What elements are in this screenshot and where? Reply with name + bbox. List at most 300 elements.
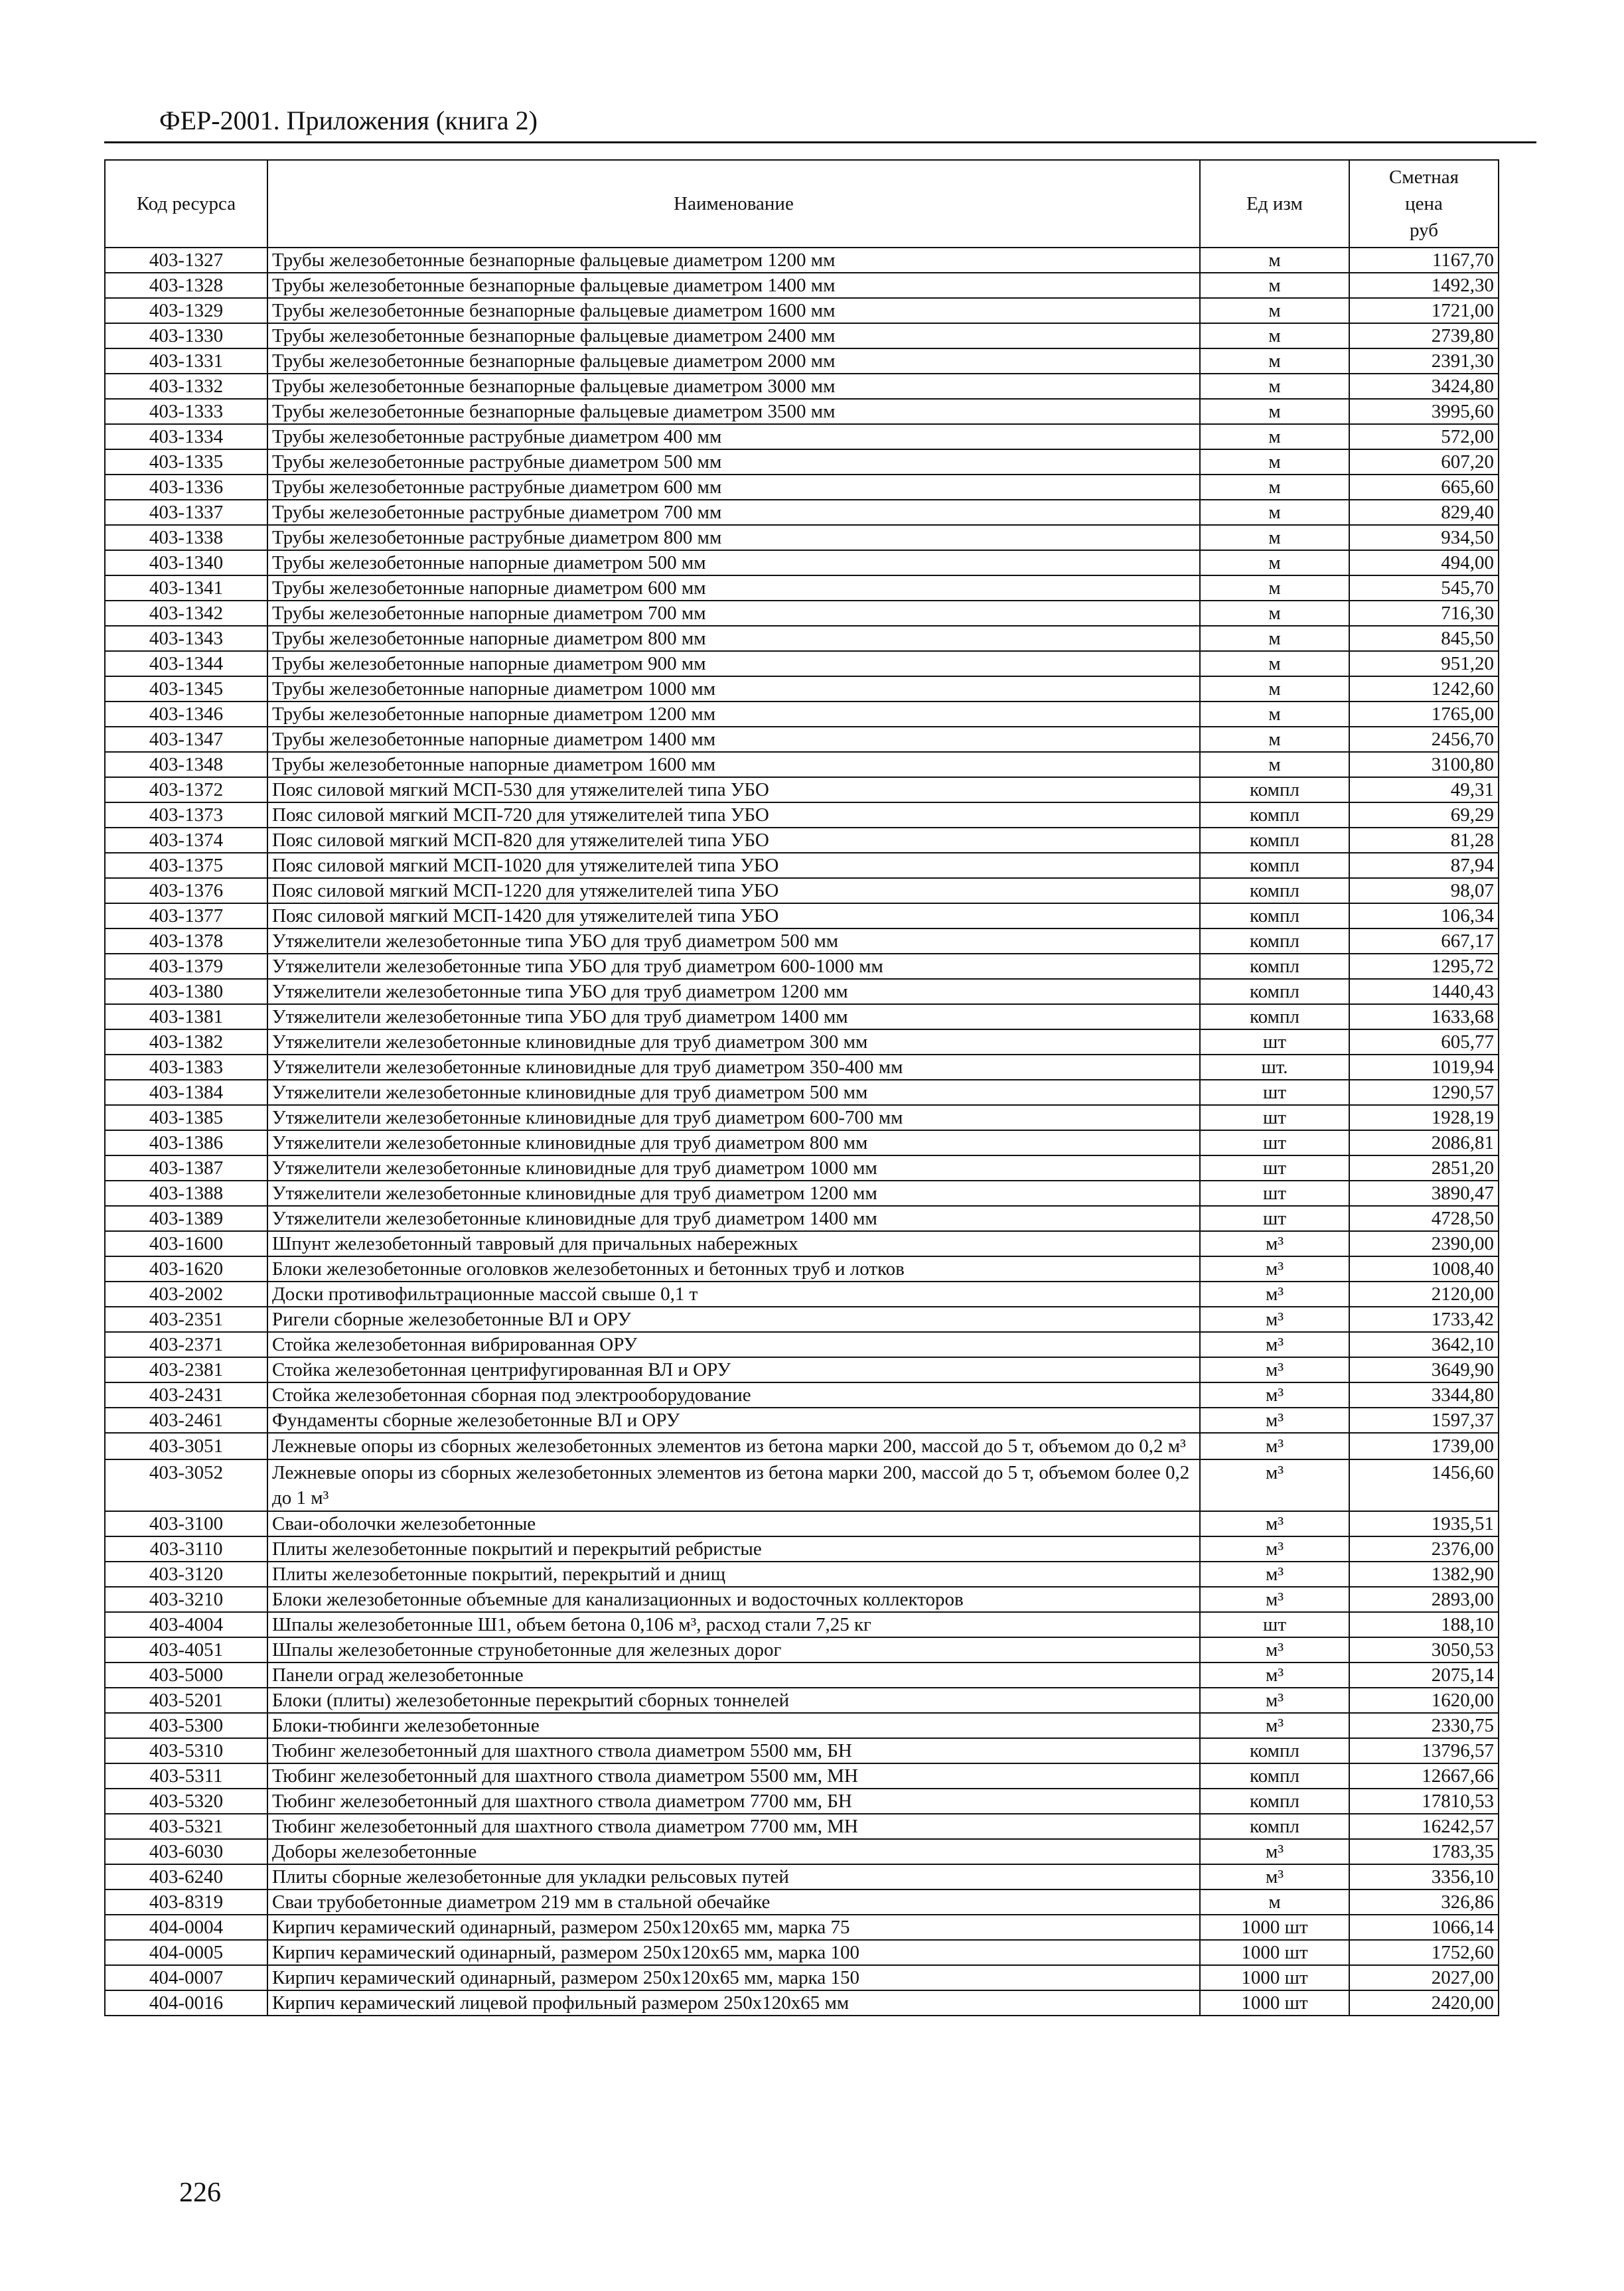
cell-name: Шпалы железобетонные струнобетонные для железных дорог xyxy=(267,1637,1200,1663)
cell-code: 403-1345 xyxy=(105,676,267,702)
cell-code: 403-1372 xyxy=(105,777,267,802)
cell-name: Трубы железобетонные напорные диаметром 1000 мм xyxy=(267,676,1200,702)
table-row xyxy=(105,1055,1499,1080)
cell-unit: компл xyxy=(1200,1814,1349,1839)
table-body xyxy=(105,248,1499,2016)
cell-price: 2420,00 xyxy=(1349,1990,1499,2016)
table-row xyxy=(105,1587,1499,1612)
cell-code: 403-1347 xyxy=(105,727,267,752)
cell-unit: м xyxy=(1200,248,1349,273)
cell-name: Доборы железобетонные xyxy=(267,1839,1200,1864)
cell-name: Трубы железобетонные безнапорные фальцевые диаметром 2400 мм xyxy=(267,323,1200,348)
cell-code: 404-0005 xyxy=(105,1940,267,1965)
cell-price: 17810,53 xyxy=(1349,1789,1499,1814)
cell-name: Утяжелители железобетонные клиновидные для труб диаметром 600-700 мм xyxy=(267,1105,1200,1130)
cell-name: Лежневые опоры из сборных железобетонных элементов из бетона марки 200, массой до 5 т, объемом более 0,2 до 1 м³ xyxy=(267,1459,1200,1511)
cell-price: 1492,30 xyxy=(1349,273,1499,298)
cell-price: 1739,00 xyxy=(1349,1433,1499,1459)
cell-unit: м³ xyxy=(1200,1637,1349,1663)
cell-name: Плиты железобетонные покрытий, перекрытий и днищ xyxy=(267,1562,1200,1587)
table-row xyxy=(105,348,1499,374)
cell-price: 2456,70 xyxy=(1349,727,1499,752)
cell-code: 403-1376 xyxy=(105,878,267,903)
cell-price: 98,07 xyxy=(1349,878,1499,903)
table-row xyxy=(105,954,1499,979)
cell-name: Кирпич керамический лицевой профильный размером 250х120х65 мм xyxy=(267,1990,1200,2016)
table-row xyxy=(105,702,1499,727)
cell-code: 403-1388 xyxy=(105,1181,267,1206)
cell-code: 403-1340 xyxy=(105,550,267,575)
table-row xyxy=(105,1408,1499,1433)
table-row xyxy=(105,525,1499,550)
cell-code: 403-1384 xyxy=(105,1080,267,1105)
table-row xyxy=(105,727,1499,752)
cell-unit: м³ xyxy=(1200,1382,1349,1408)
cell-name: Блоки железобетонные оголовков железобетонных и бетонных труб и лотков xyxy=(267,1256,1200,1282)
cell-unit: м³ xyxy=(1200,1839,1349,1864)
cell-code: 403-1386 xyxy=(105,1130,267,1155)
resource-price-table xyxy=(104,159,1499,2016)
cell-code: 403-1381 xyxy=(105,1004,267,1029)
cell-unit: компл xyxy=(1200,1738,1349,1763)
cell-name: Кирпич керамический одинарный, размером 250х120х65 мм, марка 75 xyxy=(267,1915,1200,1940)
table-row xyxy=(105,928,1499,954)
cell-name: Трубы железобетонные напорные диаметром 1400 мм xyxy=(267,727,1200,752)
cell-unit: м³ xyxy=(1200,1433,1349,1459)
cell-code: 403-1341 xyxy=(105,575,267,601)
table-row xyxy=(105,1637,1499,1663)
cell-code: 403-3120 xyxy=(105,1562,267,1587)
cell-price: 1290,57 xyxy=(1349,1080,1499,1105)
cell-name: Утяжелители железобетонные клиновидные для труб диаметром 1400 мм xyxy=(267,1206,1200,1231)
cell-price: 934,50 xyxy=(1349,525,1499,550)
page-number: 226 xyxy=(179,2178,221,2208)
cell-name: Лежневые опоры из сборных железобетонных элементов из бетона марки 200, массой до 5 т, объемом до 0,2 м³ xyxy=(267,1433,1200,1459)
cell-code: 403-1389 xyxy=(105,1206,267,1231)
cell-code: 403-5300 xyxy=(105,1713,267,1738)
cell-code: 403-8319 xyxy=(105,1889,267,1915)
cell-code: 403-1328 xyxy=(105,273,267,298)
cell-name: Трубы железобетонные безнапорные фальцевые диаметром 2000 мм xyxy=(267,348,1200,374)
table-row xyxy=(105,1004,1499,1029)
table-row xyxy=(105,550,1499,575)
cell-name: Трубы железобетонные раструбные диаметром 500 мм xyxy=(267,449,1200,475)
cell-name: Пояс силовой мягкий МСП-1220 для утяжелителей типа УБО xyxy=(267,878,1200,903)
header-rule xyxy=(104,141,1536,143)
table-row xyxy=(105,1713,1499,1738)
cell-code: 403-1385 xyxy=(105,1105,267,1130)
cell-unit: компл xyxy=(1200,903,1349,928)
table-row xyxy=(105,1889,1499,1915)
cell-name: Утяжелители железобетонные типа УБО для труб диаметром 1400 мм xyxy=(267,1004,1200,1029)
cell-price: 49,31 xyxy=(1349,777,1499,802)
cell-name: Пояс силовой мягкий МСП-820 для утяжелителей типа УБО xyxy=(267,828,1200,853)
cell-name: Стойка железобетонная вибрированная ОРУ xyxy=(267,1332,1200,1357)
cell-name: Трубы железобетонные раструбные диаметром 700 мм xyxy=(267,500,1200,525)
cell-unit: м xyxy=(1200,651,1349,676)
cell-price: 1752,60 xyxy=(1349,1940,1499,1965)
cell-unit: м³ xyxy=(1200,1459,1349,1511)
cell-price: 1765,00 xyxy=(1349,702,1499,727)
cell-code: 403-1344 xyxy=(105,651,267,676)
cell-unit: м³ xyxy=(1200,1231,1349,1256)
cell-unit: м xyxy=(1200,1889,1349,1915)
cell-price: 2390,00 xyxy=(1349,1231,1499,1256)
table-row xyxy=(105,1789,1499,1814)
table-row xyxy=(105,1612,1499,1637)
cell-price: 4728,50 xyxy=(1349,1206,1499,1231)
cell-price: 106,34 xyxy=(1349,903,1499,928)
cell-code: 403-1329 xyxy=(105,298,267,323)
cell-price: 1382,90 xyxy=(1349,1562,1499,1587)
table-row xyxy=(105,1511,1499,1536)
cell-name: Блоки-тюбинги железобетонные xyxy=(267,1713,1200,1738)
cell-price: 2391,30 xyxy=(1349,348,1499,374)
table-row xyxy=(105,298,1499,323)
cell-unit: шт. xyxy=(1200,1055,1349,1080)
cell-price: 1597,37 xyxy=(1349,1408,1499,1433)
cell-price: 2075,14 xyxy=(1349,1663,1499,1688)
cell-unit: м xyxy=(1200,399,1349,424)
cell-code: 403-1377 xyxy=(105,903,267,928)
cell-code: 403-1343 xyxy=(105,626,267,651)
cell-code: 403-2002 xyxy=(105,1282,267,1307)
cell-name: Утяжелители железобетонные типа УБО для труб диаметром 500 мм xyxy=(267,928,1200,954)
cell-price: 326,86 xyxy=(1349,1889,1499,1915)
cell-name: Панели оград железобетонные xyxy=(267,1663,1200,1688)
cell-price: 2086,81 xyxy=(1349,1130,1499,1155)
table-row xyxy=(105,1536,1499,1562)
cell-price: 3050,53 xyxy=(1349,1637,1499,1663)
cell-name: Тюбинг железобетонный для шахтного ствола диаметром 5500 мм, БН xyxy=(267,1738,1200,1763)
cell-code: 404-0007 xyxy=(105,1965,267,1990)
cell-unit: м xyxy=(1200,626,1349,651)
cell-price: 607,20 xyxy=(1349,449,1499,475)
cell-code: 404-0016 xyxy=(105,1990,267,2016)
cell-code: 403-1387 xyxy=(105,1155,267,1181)
cell-price: 69,29 xyxy=(1349,802,1499,828)
table-row xyxy=(105,802,1499,828)
cell-name: Пояс силовой мягкий МСП-530 для утяжелителей типа УБО xyxy=(267,777,1200,802)
table-row xyxy=(105,1181,1499,1206)
cell-unit: 1000 шт xyxy=(1200,1915,1349,1940)
cell-code: 403-1348 xyxy=(105,752,267,777)
cell-unit: м xyxy=(1200,676,1349,702)
cell-name: Утяжелители железобетонные клиновидные для труб диаметром 1000 мм xyxy=(267,1155,1200,1181)
cell-price: 667,17 xyxy=(1349,928,1499,954)
cell-unit: м xyxy=(1200,601,1349,626)
table-row xyxy=(105,1688,1499,1713)
cell-unit: м xyxy=(1200,752,1349,777)
cell-name: Кирпич керамический одинарный, размером 250х120х65 мм, марка 150 xyxy=(267,1965,1200,1990)
cell-code: 403-3052 xyxy=(105,1459,267,1511)
cell-code: 403-1379 xyxy=(105,954,267,979)
cell-name: Блоки железобетонные объемные для канализационных и водосточных коллекторов xyxy=(267,1587,1200,1612)
cell-name: Трубы железобетонные раструбные диаметром 600 мм xyxy=(267,475,1200,500)
table-row xyxy=(105,1307,1499,1332)
cell-unit: м xyxy=(1200,550,1349,575)
cell-unit: м xyxy=(1200,273,1349,298)
cell-name: Сваи трубобетонные диаметром 219 мм в стальной обечайке xyxy=(267,1889,1200,1915)
cell-code: 403-2371 xyxy=(105,1332,267,1357)
cell-name: Тюбинг железобетонный для шахтного ствола диаметром 7700 мм, МН xyxy=(267,1814,1200,1839)
cell-name: Кирпич керамический одинарный, размером 250х120х65 мм, марка 100 xyxy=(267,1940,1200,1965)
table-row xyxy=(105,853,1499,878)
table-row xyxy=(105,1433,1499,1459)
cell-price: 1928,19 xyxy=(1349,1105,1499,1130)
cell-price: 1066,14 xyxy=(1349,1915,1499,1940)
table-row xyxy=(105,1231,1499,1256)
cell-unit: м³ xyxy=(1200,1562,1349,1587)
cell-unit: м³ xyxy=(1200,1332,1349,1357)
cell-unit: м xyxy=(1200,298,1349,323)
cell-name: Утяжелители железобетонные типа УБО для труб диаметром 600-1000 мм xyxy=(267,954,1200,979)
cell-price: 1167,70 xyxy=(1349,248,1499,273)
cell-name: Трубы железобетонные безнапорные фальцевые диаметром 3000 мм xyxy=(267,374,1200,399)
cell-price: 3356,10 xyxy=(1349,1864,1499,1889)
cell-price: 1721,00 xyxy=(1349,298,1499,323)
cell-price: 605,77 xyxy=(1349,1029,1499,1055)
cell-price: 1456,60 xyxy=(1349,1459,1499,1511)
cell-price: 1935,51 xyxy=(1349,1511,1499,1536)
cell-name: Стойка железобетонная сборная под электрооборудование xyxy=(267,1382,1200,1408)
cell-name: Трубы железобетонные безнапорные фальцевые диаметром 1200 мм xyxy=(267,248,1200,273)
cell-unit: м³ xyxy=(1200,1864,1349,1889)
cell-code: 403-2431 xyxy=(105,1382,267,1408)
column-header-name: Наименование xyxy=(267,160,1200,248)
cell-unit: компл xyxy=(1200,878,1349,903)
cell-unit: компл xyxy=(1200,928,1349,954)
cell-unit: компл xyxy=(1200,853,1349,878)
cell-price: 545,70 xyxy=(1349,575,1499,601)
cell-code: 403-1346 xyxy=(105,702,267,727)
cell-code: 403-1620 xyxy=(105,1256,267,1282)
price-header-line-2: цена xyxy=(1405,193,1443,214)
cell-code: 403-1382 xyxy=(105,1029,267,1055)
table-row xyxy=(105,777,1499,802)
cell-code: 403-1342 xyxy=(105,601,267,626)
page-header: ФЕР-2001. Приложения (книга 2) xyxy=(159,106,538,135)
cell-code: 403-5000 xyxy=(105,1663,267,1688)
cell-name: Плиты сборные железобетонные для укладки рельсовых путей xyxy=(267,1864,1200,1889)
cell-unit: м xyxy=(1200,348,1349,374)
cell-name: Трубы железобетонные раструбные диаметром 400 мм xyxy=(267,424,1200,449)
cell-code: 403-1336 xyxy=(105,475,267,500)
cell-code: 403-3051 xyxy=(105,1433,267,1459)
cell-price: 951,20 xyxy=(1349,651,1499,676)
cell-code: 403-2381 xyxy=(105,1357,267,1382)
cell-price: 716,30 xyxy=(1349,601,1499,626)
table-row xyxy=(105,1940,1499,1965)
cell-name: Тюбинг железобетонный для шахтного ствола диаметром 5500 мм, МН xyxy=(267,1763,1200,1789)
table-row xyxy=(105,1029,1499,1055)
table-row xyxy=(105,1915,1499,1940)
cell-name: Утяжелители железобетонные клиновидные для труб диаметром 300 мм xyxy=(267,1029,1200,1055)
cell-name: Пояс силовой мягкий МСП-1020 для утяжелителей типа УБО xyxy=(267,853,1200,878)
cell-price: 829,40 xyxy=(1349,500,1499,525)
cell-unit: компл xyxy=(1200,828,1349,853)
table-row xyxy=(105,1663,1499,1688)
cell-name: Трубы железобетонные безнапорные фальцевые диаметром 3500 мм xyxy=(267,399,1200,424)
cell-unit: м xyxy=(1200,575,1349,601)
cell-name: Трубы железобетонные напорные диаметром 700 мм xyxy=(267,601,1200,626)
cell-name: Сваи-оболочки железобетонные xyxy=(267,1511,1200,1536)
cell-name: Фундаменты сборные железобетонные ВЛ и ОРУ xyxy=(267,1408,1200,1433)
cell-name: Ригели сборные железобетонные ВЛ и ОРУ xyxy=(267,1307,1200,1332)
cell-price: 3995,60 xyxy=(1349,399,1499,424)
cell-name: Трубы железобетонные безнапорные фальцевые диаметром 1600 мм xyxy=(267,298,1200,323)
cell-price: 188,10 xyxy=(1349,1612,1499,1637)
cell-code: 403-5311 xyxy=(105,1763,267,1789)
cell-code: 403-1373 xyxy=(105,802,267,828)
cell-name: Утяжелители железобетонные клиновидные для труб диаметром 1200 мм xyxy=(267,1181,1200,1206)
cell-price: 12667,66 xyxy=(1349,1763,1499,1789)
table-row xyxy=(105,1130,1499,1155)
cell-unit: 1000 шт xyxy=(1200,1965,1349,1990)
cell-code: 403-1380 xyxy=(105,979,267,1004)
table-row xyxy=(105,1738,1499,1763)
cell-price: 2376,00 xyxy=(1349,1536,1499,1562)
cell-price: 665,60 xyxy=(1349,475,1499,500)
column-header-code: Код ресурса xyxy=(105,160,267,248)
cell-unit: м xyxy=(1200,449,1349,475)
cell-code: 404-0004 xyxy=(105,1915,267,1940)
cell-unit: шт xyxy=(1200,1155,1349,1181)
table-row xyxy=(105,1562,1499,1587)
cell-unit: м³ xyxy=(1200,1307,1349,1332)
table-row xyxy=(105,1256,1499,1282)
cell-unit: м xyxy=(1200,424,1349,449)
cell-unit: м xyxy=(1200,475,1349,500)
cell-price: 1440,43 xyxy=(1349,979,1499,1004)
cell-price: 1242,60 xyxy=(1349,676,1499,702)
cell-price: 2120,00 xyxy=(1349,1282,1499,1307)
cell-unit: компл xyxy=(1200,777,1349,802)
cell-unit: шт xyxy=(1200,1612,1349,1637)
table-header-row xyxy=(105,160,1499,248)
cell-unit: шт xyxy=(1200,1080,1349,1105)
column-header-price xyxy=(1349,160,1499,248)
cell-name: Трубы железобетонные безнапорные фальцевые диаметром 1400 мм xyxy=(267,273,1200,298)
table-row xyxy=(105,903,1499,928)
cell-code: 403-1331 xyxy=(105,348,267,374)
cell-name: Трубы железобетонные напорные диаметром 1600 мм xyxy=(267,752,1200,777)
table-row xyxy=(105,1155,1499,1181)
cell-code: 403-1338 xyxy=(105,525,267,550)
cell-code: 403-1334 xyxy=(105,424,267,449)
cell-name: Трубы железобетонные раструбные диаметром 800 мм xyxy=(267,525,1200,550)
cell-unit: компл xyxy=(1200,954,1349,979)
cell-unit: компл xyxy=(1200,1763,1349,1789)
cell-unit: м xyxy=(1200,727,1349,752)
price-header-line-3: руб xyxy=(1410,220,1438,241)
table-row xyxy=(105,979,1499,1004)
cell-unit: м³ xyxy=(1200,1511,1349,1536)
cell-unit: 1000 шт xyxy=(1200,1990,1349,2016)
table-row xyxy=(105,752,1499,777)
cell-price: 3344,80 xyxy=(1349,1382,1499,1408)
cell-code: 403-2351 xyxy=(105,1307,267,1332)
table-row xyxy=(105,1814,1499,1839)
cell-code: 403-5201 xyxy=(105,1688,267,1713)
cell-code: 403-1327 xyxy=(105,248,267,273)
cell-price: 1633,68 xyxy=(1349,1004,1499,1029)
cell-name: Утяжелители железобетонные клиновидные для труб диаметром 500 мм xyxy=(267,1080,1200,1105)
cell-unit: шт xyxy=(1200,1181,1349,1206)
cell-unit: компл xyxy=(1200,979,1349,1004)
cell-name: Шпалы железобетонные Ш1, объем бетона 0,106 м³, расход стали 7,25 кг xyxy=(267,1612,1200,1637)
cell-price: 494,00 xyxy=(1349,550,1499,575)
table-row xyxy=(105,1382,1499,1408)
cell-unit: м³ xyxy=(1200,1713,1349,1738)
table-row xyxy=(105,1864,1499,1889)
cell-name: Пояс силовой мягкий МСП-720 для утяжелителей типа УБО xyxy=(267,802,1200,828)
cell-name: Стойка железобетонная центрифугированная ВЛ и ОРУ xyxy=(267,1357,1200,1382)
cell-unit: м³ xyxy=(1200,1408,1349,1433)
cell-unit: шт xyxy=(1200,1105,1349,1130)
cell-unit: м³ xyxy=(1200,1663,1349,1688)
cell-code: 403-1378 xyxy=(105,928,267,954)
cell-name: Трубы железобетонные напорные диаметром 800 мм xyxy=(267,626,1200,651)
table-row xyxy=(105,676,1499,702)
cell-unit: м³ xyxy=(1200,1357,1349,1382)
cell-unit: м³ xyxy=(1200,1256,1349,1282)
table-row xyxy=(105,1459,1499,1511)
cell-unit: м³ xyxy=(1200,1688,1349,1713)
table-row xyxy=(105,1839,1499,1864)
cell-code: 403-1375 xyxy=(105,853,267,878)
cell-price: 3890,47 xyxy=(1349,1181,1499,1206)
cell-price: 13796,57 xyxy=(1349,1738,1499,1763)
table-row xyxy=(105,651,1499,676)
cell-code: 403-1600 xyxy=(105,1231,267,1256)
cell-name: Пояс силовой мягкий МСП-1420 для утяжелителей типа УБО xyxy=(267,903,1200,928)
table-row xyxy=(105,1105,1499,1130)
cell-name: Трубы железобетонные напорные диаметром 500 мм xyxy=(267,550,1200,575)
cell-price: 2893,00 xyxy=(1349,1587,1499,1612)
cell-code: 403-1333 xyxy=(105,399,267,424)
cell-code: 403-5320 xyxy=(105,1789,267,1814)
cell-code: 403-4051 xyxy=(105,1637,267,1663)
cell-code: 403-3110 xyxy=(105,1536,267,1562)
cell-name: Утяжелители железобетонные клиновидные для труб диаметром 350-400 мм xyxy=(267,1055,1200,1080)
cell-unit: м xyxy=(1200,525,1349,550)
cell-price: 572,00 xyxy=(1349,424,1499,449)
cell-code: 403-3100 xyxy=(105,1511,267,1536)
cell-code: 403-1383 xyxy=(105,1055,267,1080)
cell-price: 1620,00 xyxy=(1349,1688,1499,1713)
table-row xyxy=(105,626,1499,651)
table-row xyxy=(105,1763,1499,1789)
cell-name: Утяжелители железобетонные типа УБО для труб диаметром 1200 мм xyxy=(267,979,1200,1004)
cell-price: 3100,80 xyxy=(1349,752,1499,777)
table-row xyxy=(105,1080,1499,1105)
cell-price: 2739,80 xyxy=(1349,323,1499,348)
cell-unit: шт xyxy=(1200,1029,1349,1055)
table-row xyxy=(105,575,1499,601)
table-row xyxy=(105,374,1499,399)
table-row xyxy=(105,500,1499,525)
cell-unit: м³ xyxy=(1200,1282,1349,1307)
cell-price: 81,28 xyxy=(1349,828,1499,853)
table-row xyxy=(105,1990,1499,2016)
cell-code: 403-5321 xyxy=(105,1814,267,1839)
cell-code: 403-5310 xyxy=(105,1738,267,1763)
cell-name: Утяжелители железобетонные клиновидные для труб диаметром 800 мм xyxy=(267,1130,1200,1155)
price-header-line-1: Сметная xyxy=(1389,167,1459,188)
cell-code: 403-1332 xyxy=(105,374,267,399)
cell-name: Трубы железобетонные напорные диаметром 1200 мм xyxy=(267,702,1200,727)
